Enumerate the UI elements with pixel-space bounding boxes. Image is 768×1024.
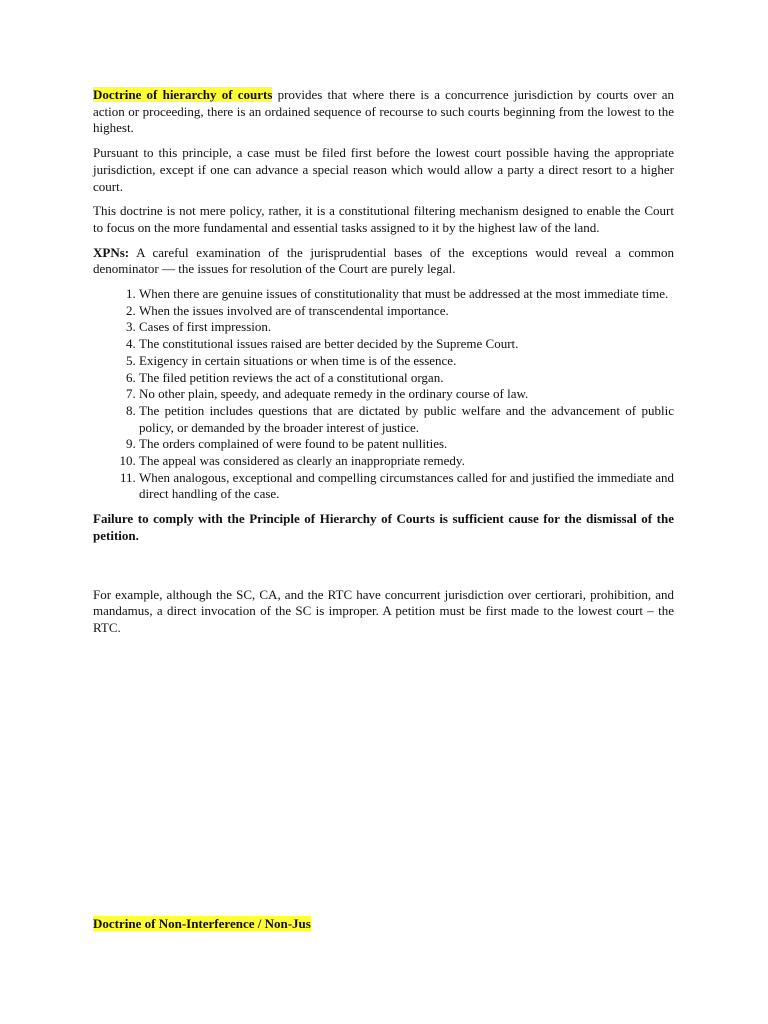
document-body	[93, 87, 674, 645]
failure-note: Failure to comply with the Principle of Hierarchy of Courts is sufficient cause for the dismissal of the petition.	[93, 511, 674, 543]
list-item: 10. The appeal was considered as clearly an inappropriate remedy.	[139, 453, 674, 470]
list-item: 5. Exigency in certain situations or when time is of the essence.	[139, 353, 674, 370]
non-interference-heading-highlight: Doctrine of Non-Interference / Non-Jus	[93, 916, 311, 931]
intro-text: provides that where there is a concurrence jurisdiction by courts over an action or proceeding, there is an ordained sequence of recourse to such courts beginning from the lowest to the highest.	[93, 87, 674, 136]
doctrine-heading-highlight: Doctrine of hierarchy of courts	[93, 87, 273, 102]
intro-paragraph	[93, 87, 674, 137]
list-item: 11. When analogous, exceptional and compelling circumstances called for and justified the immediate and direct handling of the case.	[139, 470, 674, 503]
list-item: 6. The filed petition reviews the act of a constitutional organ.	[139, 370, 674, 387]
principle-paragraph: Pursuant to this principle, a case must be filed first before the lowest court possible having the appropriate jurisdiction, except if one can advance a special reason which would allow a party a direct resort to a higher court.	[93, 145, 674, 194]
list-item: 8. The petition includes questions that are dictated by public welfare and the advancement of public policy, or demanded by the broader interest of justice.	[139, 403, 674, 436]
list-item: 7. No other plain, speedy, and adequate remedy in the ordinary course of law.	[139, 386, 674, 403]
spacer	[93, 553, 674, 587]
list-item: 2. When the issues involved are of transcendental importance.	[139, 303, 674, 320]
list-item: 9. The orders complained of were found to be patent nullities.	[139, 436, 674, 453]
list-item: 1. When there are genuine issues of constitutionality that must be addressed at the most immediate time.	[139, 286, 674, 303]
list-item: 3. Cases of first impression.	[139, 319, 674, 336]
example-paragraph: For example, although the SC, CA, and the RTC have concurrent jurisdiction over certiorari, prohibition, and mandamus, a direct invocation of the SC is improper. A petition must be first made to the lowest court – the RTC.	[93, 586, 674, 635]
xpns-text: A careful examination of the jurisprudential bases of the exceptions would reveal a common denominator — the issues for resolution of the Court are purely legal.	[93, 244, 674, 277]
list-item: 4. The constitutional issues raised are better decided by the Supreme Court.	[139, 336, 674, 353]
xpns-label: XPNs:	[93, 244, 130, 260]
exceptions-list	[93, 286, 674, 503]
policy-paragraph: This doctrine is not mere policy, rather, it is a constitutional filtering mechanism designed to enable the Court to focus on the more fundamental and essential tasks assigned to it by the highest law of the land.	[93, 203, 674, 235]
exceptions-intro	[93, 245, 674, 278]
non-interference-heading	[93, 916, 311, 933]
